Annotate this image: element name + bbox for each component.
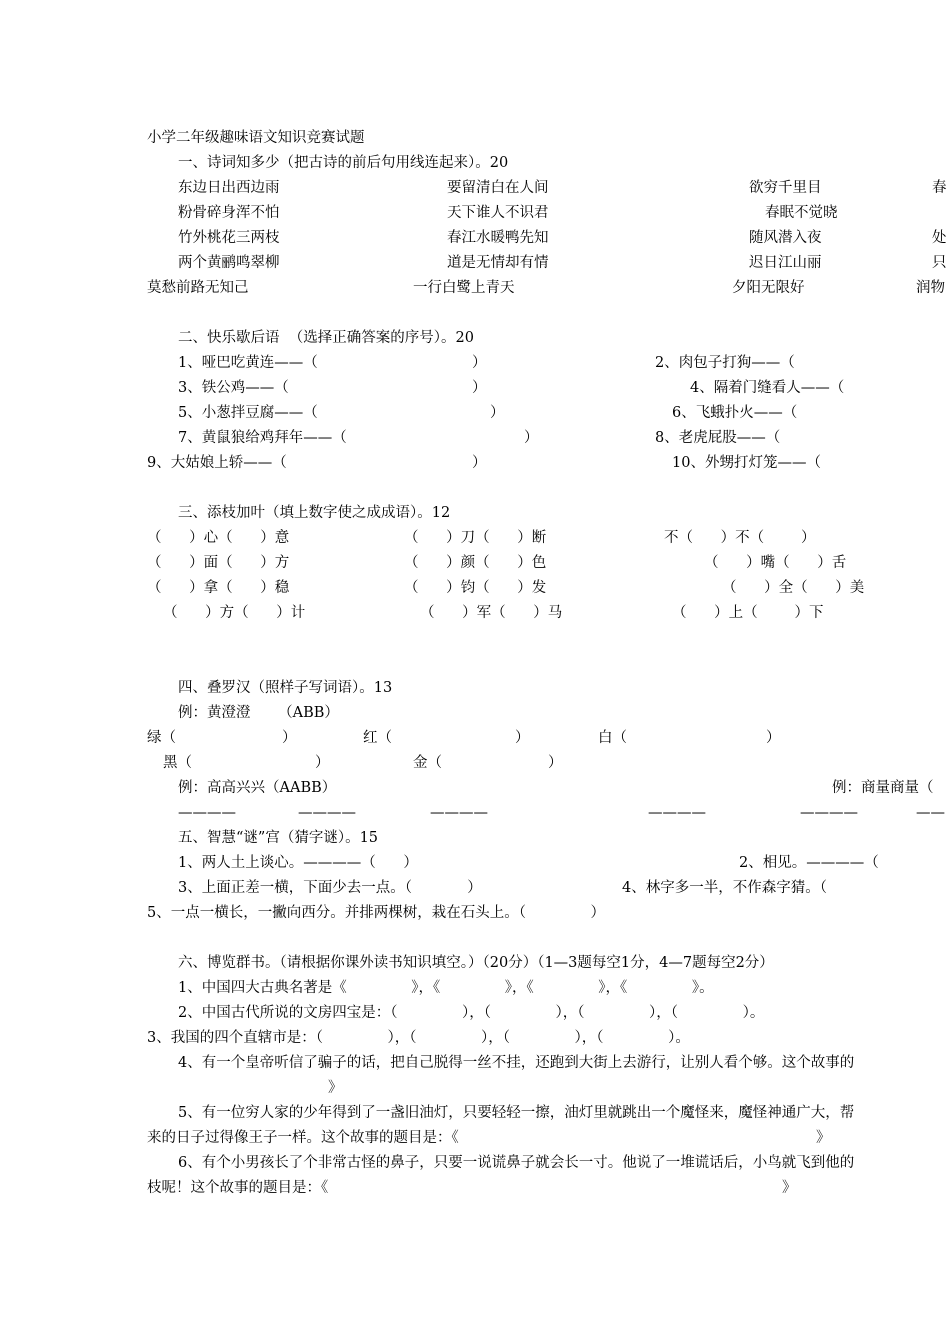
idiom-blank: （ ）全（ ）美: [722, 580, 865, 596]
section-6-heading: 六、博览群书。（请根据你课外读书知识填空。）（20分）（1—3题每空1分，4—7题每空2分）: [178, 955, 774, 971]
word-blank-close: ）: [315, 755, 330, 771]
poem-line: 润物: [916, 280, 945, 296]
section-1-heading: 一、诗词知多少（把古诗的前后句用线连起来）。20: [178, 155, 509, 171]
idiom-blank: （ ）上（ ）下: [672, 605, 824, 621]
word-blank-close: ）: [766, 730, 781, 746]
word-blank-label: 金（: [413, 755, 442, 771]
poem-line: 随风潜入夜: [749, 230, 822, 246]
books-q6-cont: 枝呢！这个故事的题目是：《: [147, 1180, 329, 1196]
idiom-blank: （ ）面（ ）方: [147, 555, 290, 571]
poem-line: 春江水暖鸭先知: [447, 230, 549, 246]
poem-line: 粉骨碎身浑不怕: [178, 205, 280, 221]
section-3-heading: 三、添枝加叶（填上数字使之成成语）。12: [178, 505, 451, 521]
word-blank-label: 绿（: [147, 730, 176, 746]
poem-line: 竹外桃花三两枝: [178, 230, 280, 246]
riddle-item: 7、黄鼠狼给鸡拜年——（: [178, 430, 347, 446]
books-q2: 2、中国古代所说的文房四宝是：（ ），（ ），（ ），（ ）。: [178, 1005, 765, 1021]
riddle-item: 3、铁公鸡——（: [178, 380, 289, 396]
riddle-close: ）: [472, 380, 487, 396]
poem-line: 天下谁人不识君: [447, 205, 549, 221]
idiom-blank: （ ）刀（ ）断: [404, 530, 547, 546]
answer-line: ————: [178, 805, 236, 821]
poem-line: 欲穷千里目: [749, 180, 822, 196]
word-blank-close: ）: [282, 730, 297, 746]
example-abb: 例：黄澄澄 （ABB）: [178, 705, 339, 721]
answer-line: ——: [916, 805, 945, 821]
word-blank-label: 红（: [363, 730, 392, 746]
char-riddle-1: 1、两人土上谈心。————（ ）: [178, 855, 418, 871]
word-blank-label: 白（: [598, 730, 627, 746]
poem-line: 莫愁前路无知己: [147, 280, 249, 296]
word-blank-close: ）: [515, 730, 530, 746]
char-riddle-3: 3、上面正差一横，下面少去一点。（ ）: [178, 880, 482, 896]
poem-line: 只: [932, 255, 947, 271]
riddle-close: ）: [490, 405, 505, 421]
poem-line: 东边日出西边雨: [178, 180, 280, 196]
page-title: 小学二年级趣味语文知识竞赛试题: [147, 130, 365, 146]
poem-line: 春: [932, 180, 947, 196]
example-abab: 例：商量商量（: [832, 780, 934, 796]
poem-line: 处: [932, 230, 947, 246]
books-q5: 5、有一位穷人家的少年得到了一盏旧油灯，只要轻轻一擦，油灯里就跳出一个魔怪来，魔怪神通广大，帮: [178, 1105, 855, 1121]
poem-line: 道是无情却有情: [447, 255, 549, 271]
char-riddle-4: 4、林字多一半，不作森字猜。（: [622, 880, 827, 896]
riddle-item: 10、外甥打灯笼——（: [672, 455, 821, 471]
word-blank-label: 黑（: [163, 755, 192, 771]
poem-line: 春眠不觉晓: [765, 205, 838, 221]
section-2-heading: 二、快乐歇后语 （选择正确答案的序号）。20: [178, 330, 474, 346]
books-q5-close: 》: [816, 1130, 831, 1146]
poem-line: 夕阳无限好: [732, 280, 805, 296]
books-q4-close: 》: [328, 1080, 343, 1096]
poem-line: 一行白鹭上青天: [413, 280, 515, 296]
answer-line: ————: [298, 805, 356, 821]
riddle-item: 8、老虎屁股——（: [655, 430, 781, 446]
books-q5-cont: 来的日子过得像王子一样。这个故事的题目是：《: [147, 1130, 459, 1146]
answer-line: ————: [648, 805, 706, 821]
idiom-blank: （ ）嘴（ ）舌: [704, 555, 847, 571]
books-q6: 6、有个小男孩长了个非常古怪的鼻子，只要一说谎鼻子就会长一寸。他说了一堆谎话后，小鸟就飞到他的: [178, 1155, 855, 1171]
word-blank-close: ）: [548, 755, 563, 771]
books-q1: 1、中国四大古典名著是《 》，《 》，《 》，《 》。: [178, 980, 714, 996]
idiom-blank: （ ）颜（ ）色: [404, 555, 547, 571]
idiom-blank: （ ）拿（ ）稳: [147, 580, 290, 596]
idiom-blank: （ ）钧（ ）发: [404, 580, 547, 596]
riddle-item: 4、隔着门缝看人——（: [690, 380, 845, 396]
riddle-item: 6、飞蛾扑火——（: [672, 405, 798, 421]
section-4-heading: 四、叠罗汉（照样子写词语）。13: [178, 680, 393, 696]
section-5-heading: 五、智慧“谜”宫（猜字谜）。15: [178, 830, 379, 846]
books-q4: 4、有一个皇帝听信了骗子的话，把自己脱得一丝不挂，还跑到大街上去游行，让别人看个够。这个故事的: [178, 1055, 855, 1071]
char-riddle-2: 2、相见。————（: [739, 855, 879, 871]
example-aabb: 例：高高兴兴（AABB）: [178, 780, 337, 796]
answer-line: ————: [430, 805, 488, 821]
riddle-close: ）: [524, 430, 539, 446]
books-q6-close: 》: [782, 1180, 797, 1196]
books-q3: 3、我国的四个直辖市是：（ ），（ ），（ ），（ ）。: [147, 1030, 690, 1046]
riddle-item: 9、大姑娘上轿——（: [147, 455, 287, 471]
riddle-item: 5、小葱拌豆腐——（: [178, 405, 318, 421]
riddle-item: 2、肉包子打狗——（: [655, 355, 795, 371]
riddle-close: ）: [472, 355, 487, 371]
poem-line: 要留清白在人间: [447, 180, 549, 196]
char-riddle-5: 5、一点一横长，一撇向西分。并排两棵树，栽在石头上。（ ）: [147, 905, 606, 921]
riddle-close: ）: [472, 455, 487, 471]
poem-line: 迟日江山丽: [749, 255, 822, 271]
answer-line: ————: [800, 805, 858, 821]
idiom-blank: （ ）军（ ）马: [420, 605, 563, 621]
poem-line: 两个黄鹂鸣翠柳: [178, 255, 280, 271]
idiom-blank: （ ）方（ ）计: [163, 605, 306, 621]
idiom-blank: （ ）心（ ）意: [147, 530, 290, 546]
idiom-blank: 不（ ）不（ ）: [664, 530, 816, 546]
riddle-item: 1、哑巴吃黄连——（: [178, 355, 318, 371]
